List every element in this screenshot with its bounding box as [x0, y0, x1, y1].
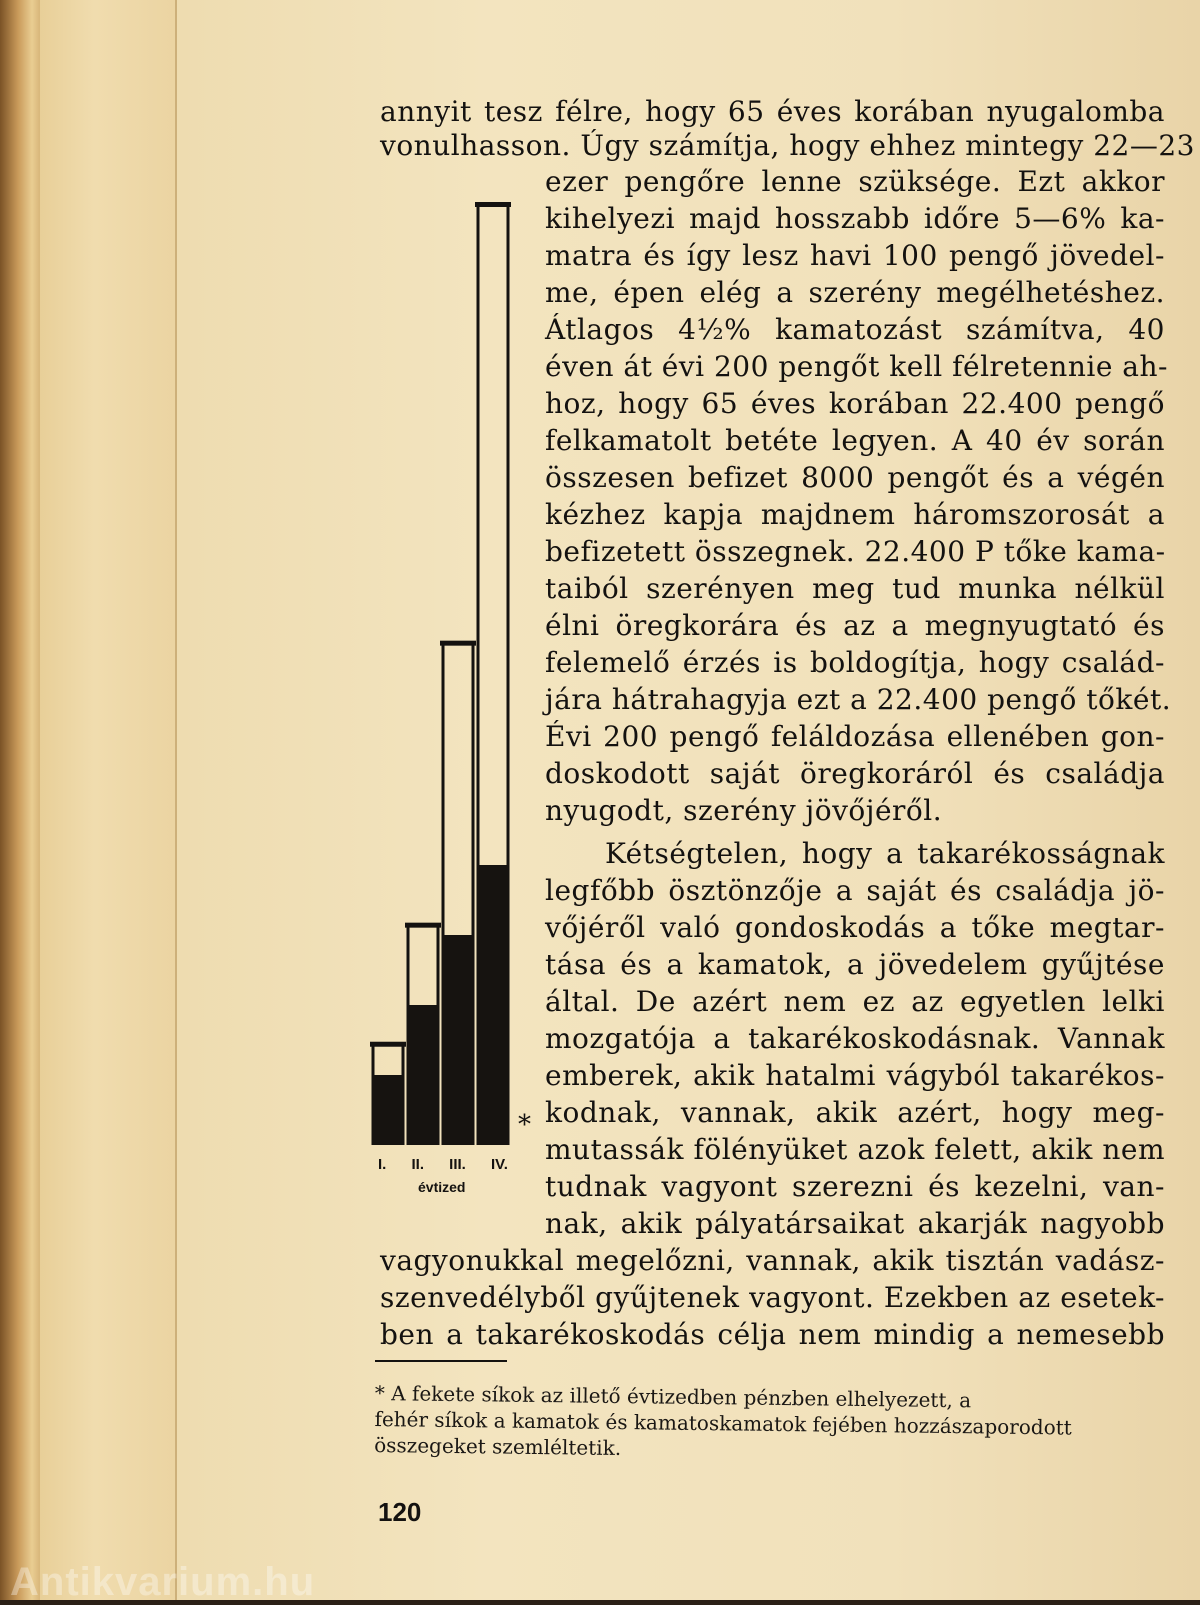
text-line: kézhez kapja majdnem háromszorosát a: [545, 498, 1165, 531]
text-line: tudnak vagyont szerezni és kezelni, van-: [545, 1170, 1165, 1203]
text-line: taiból szerényen meg tud munka nélkül: [545, 572, 1165, 605]
tick-label-3: III.: [449, 1156, 466, 1173]
text-line: ben a takarékoskodás célja nem mindig a nemesebb: [380, 1318, 1165, 1351]
text-line: vagyonukkal megelőzni, vannak, akik tisztán vadász-: [380, 1244, 1165, 1277]
text-line: mutassák fölényüket azok felett, akik nem: [545, 1133, 1165, 1166]
page-number: 120: [378, 1497, 422, 1527]
footnote-marker: *: [518, 1110, 531, 1140]
text-line: doskodott saját öregkoráról és családja: [545, 757, 1165, 790]
text-line: élni öregkorára és az a megnyugtató és: [545, 609, 1165, 642]
footnote-line: * A fekete síkok az illető évtizedben pénzben elhelyezett, a: [374, 1380, 972, 1413]
text-line: Kétségtelen, hogy a takarékosságnak: [605, 837, 1165, 870]
text-line: mozgatója a takarékoskodásnak. Vannak: [545, 1022, 1165, 1055]
text-line: vőjéről való gondoskodás a tőke megtar-: [545, 911, 1165, 944]
watermark-text: Antikvarium.hu: [10, 1560, 316, 1604]
text-line: emberek, akik hatalmi vágyból takarékos-: [545, 1059, 1165, 1092]
tick-label-4: IV.: [491, 1156, 508, 1173]
text-line: nyugodt, szerény jövőjéről.: [545, 794, 943, 827]
footnote: [374, 1380, 1155, 1468]
axis-unit-label: évtized: [418, 1179, 466, 1195]
text-line: kihelyezi majd hosszabb időre 5—6% ka-: [545, 202, 1165, 235]
text-line: befizetett összegnek. 22.400 P tőke kama-: [545, 535, 1166, 568]
book-spine: [0, 0, 40, 1600]
text-line: hoz, hogy 65 éves korában 22.400 pengő: [545, 387, 1165, 420]
footnote-line: összegeket szemléltetik.: [374, 1432, 622, 1461]
body-text: [380, 95, 1195, 1395]
text-line: éven át évi 200 pengőt kell félretennie ah-: [545, 350, 1168, 383]
text-line: Átlagos 4½% kamatozást számítva, 40: [545, 313, 1165, 346]
text-line: ezer pengőre lenne szüksége. Ezt akkor: [545, 165, 1165, 198]
text-line: annyit tesz félre, hogy 65 éves korában nyugalomba: [380, 95, 1165, 128]
text-line: vonulhasson. Úgy számítja, hogy ehhez mintegy 22—23: [380, 129, 1195, 162]
stacked-page-edges: [40, 0, 177, 1600]
text-line: jára hátrahagyja ezt a 22.400 pengő tőkét.: [545, 683, 1172, 716]
text-line: szenvedélyből gyűjtenek vagyont. Ezekben az esetek-: [380, 1281, 1165, 1314]
text-line: Évi 200 pengő feláldozása ellenében gon-: [545, 720, 1165, 753]
text-line: összesen befizet 8000 pengőt és a végén: [545, 461, 1165, 494]
text-line: nak, akik pályatársaikat akarják nagyobb: [545, 1207, 1165, 1240]
tick-label-2: II.: [411, 1156, 425, 1173]
text-line: kodnak, vannak, akik azért, hogy meg-: [545, 1096, 1165, 1129]
text-line: me, épen elég a szerény megélhetéshez.: [545, 276, 1165, 309]
text-line: matra és így lesz havi 100 pengő jövedel-: [545, 239, 1165, 272]
text-line: tása és a kamatok, a jövedelem gyűjtése: [545, 948, 1165, 981]
text-line: legfőbb ösztönzője a saját és családja jö-: [545, 874, 1165, 907]
footnote-line: fehér síkok a kamatok és kamatoskamatok fejében hozzászaporodott: [374, 1406, 1072, 1440]
text-line: felkamatolt betéte legyen. A 40 év során: [545, 424, 1165, 457]
text-line: által. De azért nem ez az egyetlen lelki: [545, 985, 1165, 1018]
footnote-divider: [375, 1360, 507, 1362]
tick-label-1: I.: [378, 1156, 387, 1173]
text-line: felemelő érzés is boldogítja, hogy család-: [545, 646, 1165, 679]
